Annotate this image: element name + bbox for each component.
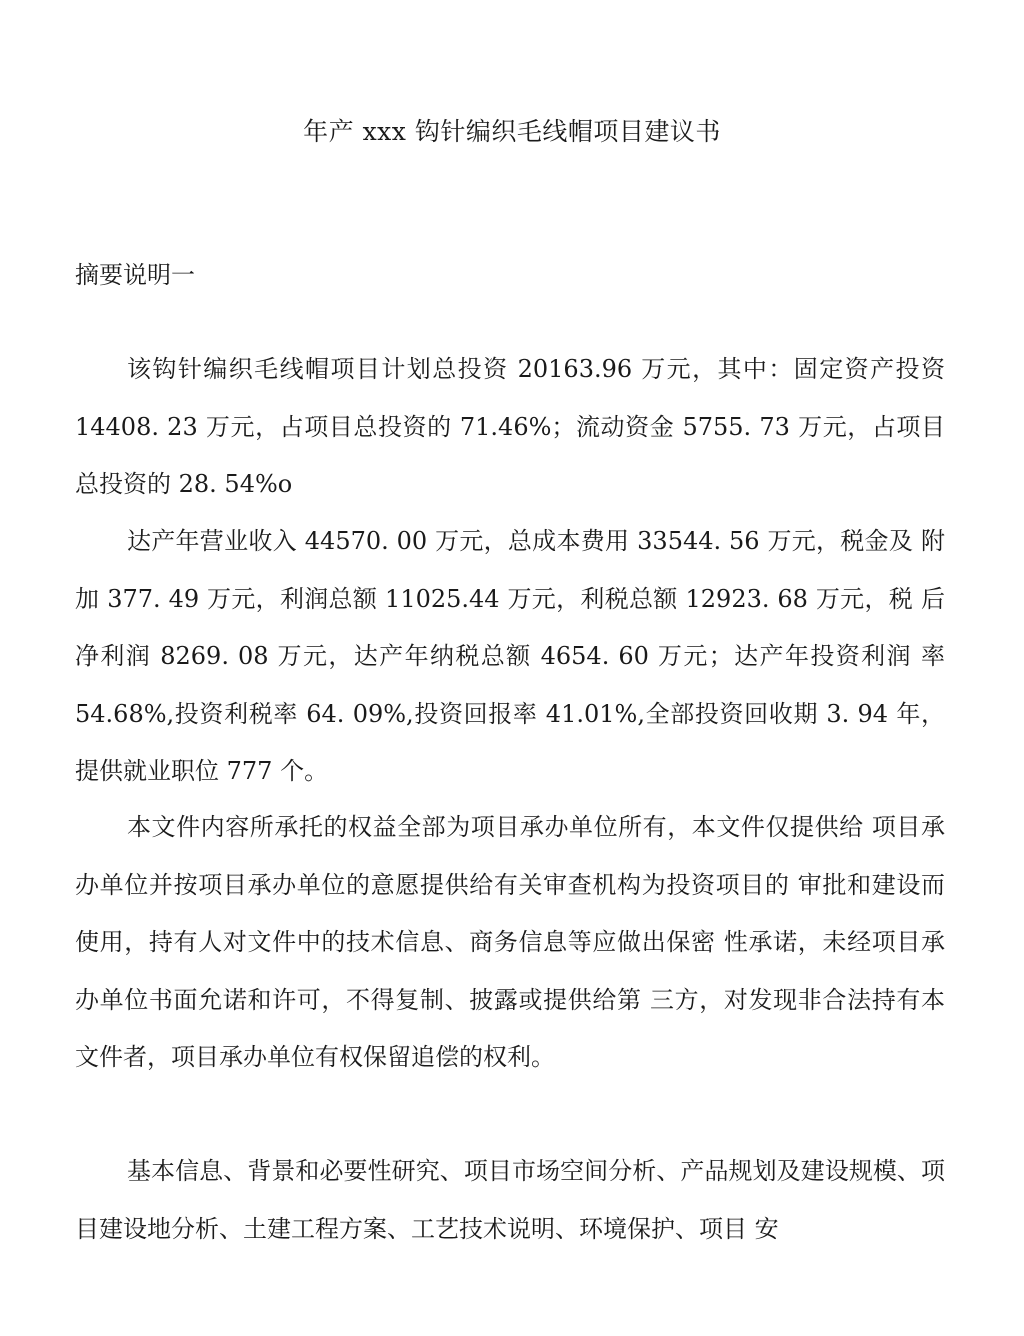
paragraph-revenue: 达产年营业收入 44570. 00 万元，总成本费用 33544. 56 万元，税金及 附加 377. 49 万元，利润总额 11025.44 万元，利税总额 12923. 68 万元，税 后净利润 8269. 08 万元，达产年纳税总额 4654. 60 万元；达产年投资利润 率 54.68%,投资利税率 64. 09%,投资回报率 41.01%,全部投资回收期 3. 94 年，提供就业职位 777 个。 (75, 527, 945, 785)
section-heading: 摘要说明一 (75, 261, 195, 289)
document-title: 年产 xxx 钩针编织毛线帽项目建议书 (303, 117, 721, 146)
paragraph-rights: 本文件内容所承托的权益全部为项目承办单位所有，本文件仅提供给 项目承办单位并按项目承办单位的意愿提供给有关审查机构为投资项目的 审批和建设而使用，持有人对文件中的技术信息、商务信息等应做出保密 性承诺，未经项目承办单位书面允诺和许可，不得复制、披露或提供给第 三方，对发现非合法持有本文件者，项目承办单位有权保留追偿的权利。 (75, 813, 945, 1071)
paragraph-investment: 该钩针编织毛线帽项目计划总投资 20163.96 万元，其中：固定资产投资 14408. 23 万元，占项目总投资的 71.46%；流动资金 5755. 73 万元，占项目总投资的 28. 54%o (75, 355, 945, 498)
paragraph-contents: 基本信息、背景和必要性研究、项目市场空间分析、产品规划及建设规模、项目建设地分析、土建工程方案、工艺技术说明、环境保护、项目 安 (75, 1157, 945, 1243)
